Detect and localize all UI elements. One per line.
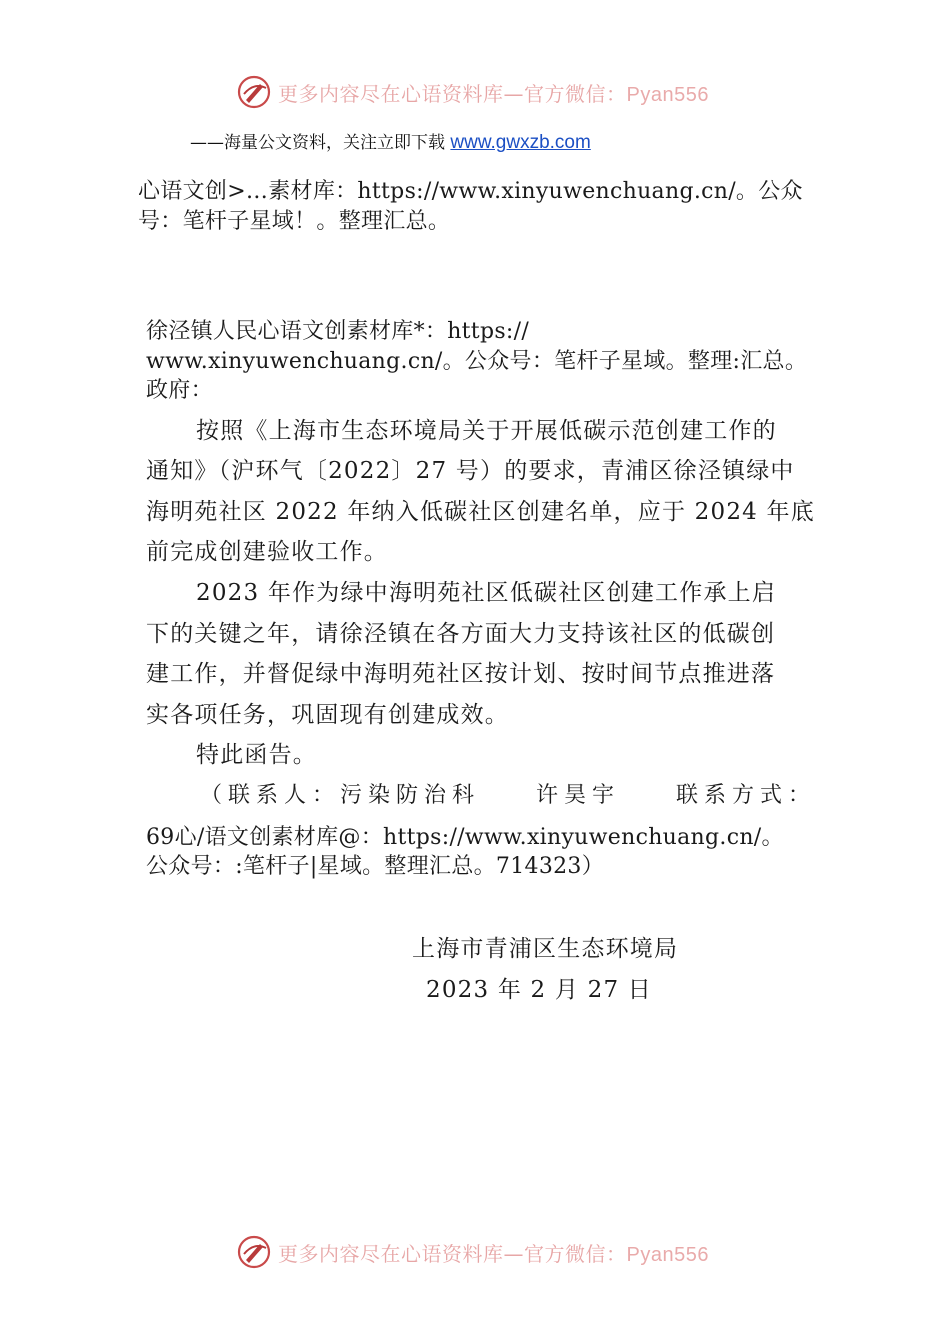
- wechat-handle: Pyan556: [626, 83, 709, 106]
- addressee-line-2: www.xinyuwenchuang.cn/。公众号：笔杆子星域。整理:汇总。: [146, 349, 808, 374]
- pen-nib-logo-icon: [236, 1234, 272, 1270]
- pen-nib-logo-icon: [236, 74, 272, 110]
- contact-line-2: 69心/语文创素材库@：https://www.xinyuwenchuang.cn/。: [146, 825, 784, 850]
- body-p1-line-3: 海明苑社区 2022 年纳入低碳社区创建名单，应于 2024 年底: [146, 499, 815, 525]
- contact-line: （联系人：污染防治科 许昊宇 联系方式：: [200, 783, 817, 808]
- wechat-handle: Pyan556: [626, 1243, 709, 1266]
- closing-line: 特此函告。: [196, 742, 317, 768]
- banner-text: 更多内容尽在心语资料库—官方微信：Pyan556: [278, 81, 709, 106]
- body-p2-line-2: 下的关键之年，请徐泾镇在各方面大力支持该社区的低碳创: [146, 621, 776, 647]
- addressee-line-3: 政府：: [146, 378, 213, 403]
- signature-org: 上海市青浦区生态环境局: [412, 936, 679, 962]
- contact-line-3: 公众号：:笔杆子|星域。整理汇总。714323）: [146, 854, 605, 879]
- download-tagline: [190, 128, 591, 154]
- signature-date: 2023 年 2 月 27 日: [426, 977, 652, 1003]
- body-p1-line-2: 通知》（沪环气〔2022〕27 号）的要求，青浦区徐泾镇绿中: [146, 458, 795, 484]
- banner-text: 更多内容尽在心语资料库—官方微信：Pyan556: [278, 1241, 709, 1266]
- watermark-line-1: 心语文创>…素材库：https://www.xinyuwenchuang.cn/。公众: [138, 179, 803, 204]
- footer-banner: [236, 1232, 709, 1272]
- body-p2-line-1: 2023 年作为绿中海明苑社区低碳社区创建工作承上启: [196, 580, 777, 606]
- watermark-line-2: 号：笔杆子星域！。整理汇总。: [138, 209, 451, 234]
- body-p1-line-1: 按照《上海市生态环境局关于开展低碳示范创建工作的: [196, 418, 777, 444]
- body-p2-line-3: 建工作，并督促绿中海明苑社区按计划、按时间节点推进落: [146, 661, 776, 687]
- body-p1-line-4: 前完成创建验收工作。: [146, 539, 388, 565]
- header-banner: [236, 72, 709, 112]
- body-p2-line-4: 实各项任务，巩固现有创建成效。: [146, 702, 509, 728]
- tagline-text: ——海量公文资料，关注立即下载: [190, 133, 451, 153]
- site-link[interactable]: www.gwxzb.com: [450, 132, 591, 153]
- addressee-line-1: 徐泾镇人民心语文创素材库*：https://: [146, 319, 530, 344]
